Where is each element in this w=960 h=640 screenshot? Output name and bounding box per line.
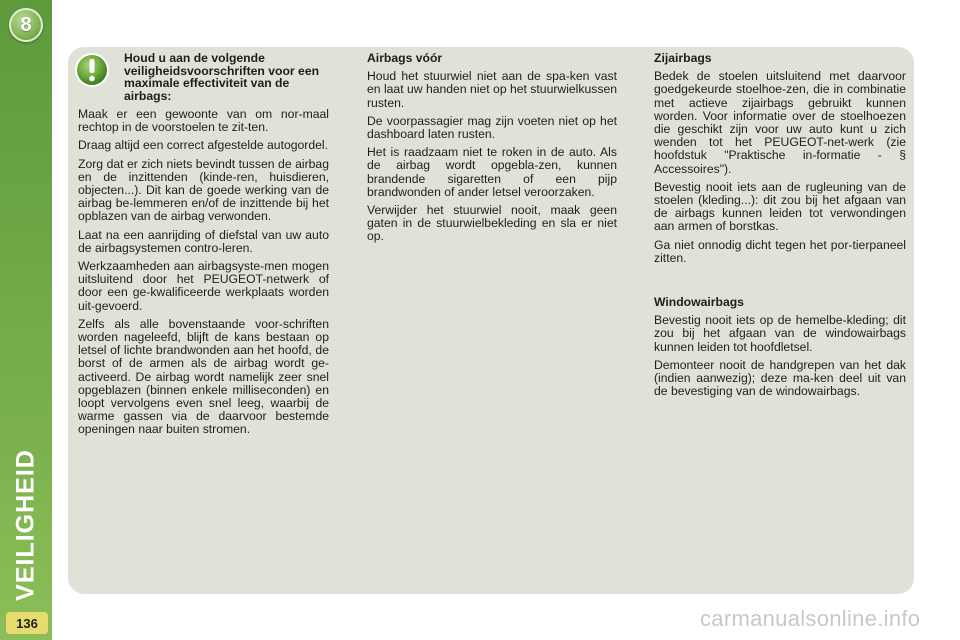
front-airbags-paragraph: Houd het stuurwiel niet aan de spa-ken vast en laat uw handen niet op het stuurwielkussen rusten. [367,69,618,110]
warning-paragraph: Werkzaamheden aan airbagsyste-men mogen uitsluitend door het PEUGEOT-netwerk of door een ge-kwalificeerde werkplaats worden uit-gevoerd. [78,259,329,313]
section-title: VEILIGHEID [11,449,40,601]
side-airbags-heading: Zijairbags [654,51,712,65]
chapter-number: 8 [20,13,32,36]
section-spacer [654,270,906,296]
window-airbags-paragraph: Bevestig nooit iets op de hemelbe-kleding; dit zou bij het afgaan van de windowairbags kunnen leiden tot hoofdletsel. [654,313,906,354]
warning-title: Houd u aan de volgende veiligheidsvoorschriften voor een maximale effectiviteit van de airbags: [124,51,320,103]
front-airbags-paragraph: De voorpassagier mag zijn voeten niet op het dashboard laten rusten. [367,113,617,142]
warning-paragraph: Zelfs als alle bovenstaande voor-schriften worden nageleefd, blijft de kans bestaan op letsel of lichte brandwonden aan het hoofd, de borst of de armen als de airbag wordt ge-activeerd. De airbag wordt namelijk zeer snel opgeblazen (binnen enkele milliseconden) en loopt vervolgens even snel leeg, waarbij de warme gassen via de daarvoor bestemde openingen naar buiten stromen. [78,316,329,437]
front-airbags-column [367,52,617,249]
warning-column [78,52,329,442]
chapter-sidebar [0,0,52,640]
front-airbags-paragraph: Het is raadzaam niet te roken in de auto. Als de airbag wordt opgebla-zen, kunnen brandende sigaretten of een pijp brandwonden of ander letsel veroorzaken. [367,145,617,199]
warning-paragraph: Laat na een aanrijding of diefstal van uw auto de airbagsystemen contro-leren. [78,227,329,255]
page-number: 136 [6,612,48,634]
front-airbags-paragraph: Verwijder het stuurwiel nooit, maak geen gaten in de stuurwielbekleding en sla er niet op. [367,203,617,244]
chapter-number-badge [9,8,43,42]
front-airbags-heading: Airbags vóór [367,51,443,65]
window-airbags-paragraph: Demonteer nooit de handgrepen van het dak (indien aanwezig); deze ma-ken deel uit van de bevestiging van de windowairbags. [654,357,906,399]
warning-paragraph: Zorg dat er zich niets bevindt tussen de airbag en de inzittenden (kinde-ren, huisdieren, objecten...). Dit kan de goede werking van de airbag be-lemmeren en/of de inzittende bij het opblazen van de airbag verwonden. [78,156,329,224]
side-airbags-column [654,52,906,403]
side-airbags-paragraph: Ga niet onnodig dicht tegen het por-tierpaneel zitten. [654,237,906,265]
warning-paragraph: Draag altijd een correct afgestelde autogordel. [78,138,328,153]
side-airbags-paragraph: Bevestig nooit iets aan de rugleuning van de stoelen (kleding...): dit zou bij het afgaan van de airbags kunnen leiden tot verwondingen aan armen of borstkas. [654,179,906,234]
side-airbags-paragraph: Bedek de stoelen uitsluitend met daarvoor goedgekeurde stoelhoe-zen, die in combinatie met actieve zijairbags gebruikt kunnen worden. Voor informatie over de stoelhoezen die geschikt zijn voor uw auto kunt u zich wenden tot het PEUGEOT-net-werk (zie hoofdstuk "Praktische in-formatie - § Accessoires"). [654,69,906,176]
warning-paragraph: Maak er een gewoonte van om nor-maal rechtop in de voorstoelen te zit-ten. [78,107,329,135]
window-airbags-heading: Windowairbags [654,295,744,310]
watermark: carmanualsonline.info [700,606,921,631]
